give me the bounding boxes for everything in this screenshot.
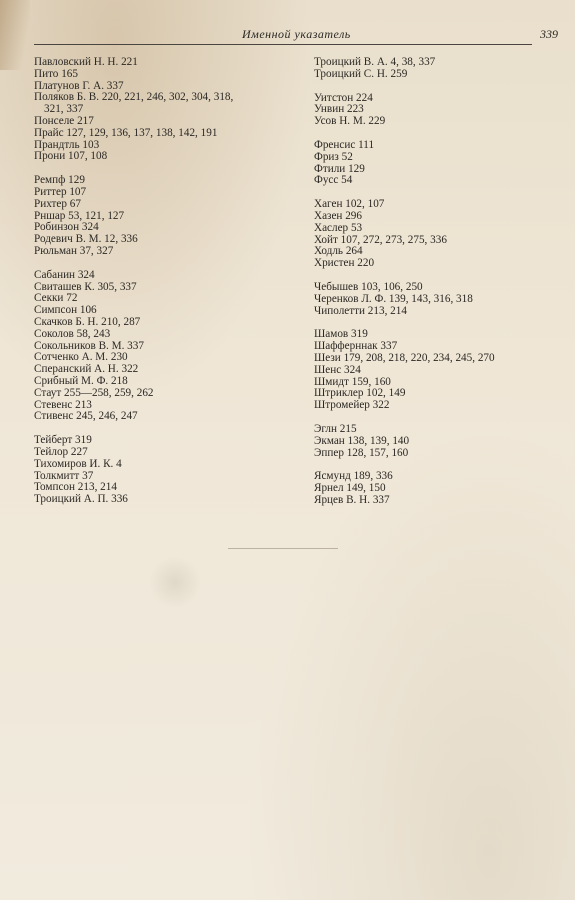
index-group — [314, 329, 564, 412]
index-entry: Эппер 128, 157, 160 — [314, 446, 409, 459]
index-entry: Чебышев 103, 106, 250 — [314, 280, 423, 293]
index-entry: Прандтль 103 — [34, 138, 100, 151]
page-smudge — [150, 555, 200, 610]
index-group — [34, 175, 294, 258]
page-corner-stain — [0, 0, 30, 70]
index-entry: Соколов 58, 243 — [34, 327, 111, 340]
index-entry: Рюльман 37, 327 — [34, 244, 114, 257]
index-group — [314, 57, 564, 81]
index-entry: Штриклер 102, 149 — [314, 387, 406, 400]
index-entry: Фтили 129 — [314, 162, 365, 175]
index-entry: Френсис 111 — [314, 138, 375, 151]
index-entry: Хойт 107, 272, 273, 275, 336 — [314, 233, 447, 246]
index-entry: Христен 220 — [314, 257, 375, 270]
index-entry: Стаут 255—258, 259, 262 — [34, 386, 154, 399]
index-entry: Ясмунд 189, 336 — [314, 470, 393, 483]
index-entry: Прони 107, 108 — [34, 150, 108, 163]
index-group — [314, 282, 564, 317]
index-entry: Секки 72 — [34, 292, 78, 305]
index-entry: Ярцев В. Н. 337 — [314, 493, 390, 506]
index-entry: Тейлор 227 — [34, 445, 88, 458]
index-entry: Срибный М. Ф. 218 — [34, 374, 128, 387]
index-entry: Хазен 296 — [314, 209, 362, 222]
index-entry: Троицкий С. Н. 259 — [314, 67, 408, 80]
index-entry: Пито 165 — [34, 67, 78, 80]
index-group — [314, 424, 564, 459]
index-entry: Эглн 215 — [314, 422, 357, 435]
index-entry: Троицкий В. А. 4, 38, 337 — [314, 56, 436, 68]
index-entry: Поляков Б. В. 220, 221, 246, 302, 304, 318, — [34, 91, 234, 104]
index-entry: Сотченко А. М. 230 — [34, 351, 128, 364]
index-entry: Стевенс 213 — [34, 398, 92, 411]
index-entry: Шафферннак 337 — [314, 340, 398, 353]
index-entry: Ремпф 129 — [34, 174, 85, 187]
index-entry: Экман 138, 139, 140 — [314, 434, 410, 447]
running-header — [34, 27, 562, 43]
header-title: Именной указатель — [242, 27, 351, 41]
index-entry: Платунов Г. А. 337 — [34, 79, 124, 92]
index-entry: Скачков Б. Н. 210, 287 — [34, 315, 141, 328]
index-entry: Черенков Л. Ф. 139, 143, 316, 318 — [314, 292, 473, 305]
index-entry: Штромейер 322 — [314, 399, 390, 412]
index-entry: Толкмитт 37 — [34, 469, 94, 482]
index-group — [314, 199, 564, 270]
index-entry: Робинзон 324 — [34, 221, 99, 234]
index-entry: Свиташев К. 305, 337 — [34, 280, 137, 293]
index-entry: Тихомиров И. К. 4 — [34, 457, 122, 470]
index-entry: Томпсон 213, 214 — [34, 481, 117, 494]
index-group — [314, 93, 564, 128]
index-entry: Сперанский А. Н. 322 — [34, 363, 139, 376]
index-entry: Тейберт 319 — [34, 434, 92, 447]
index-entry: Сабанин 324 — [34, 268, 95, 281]
index-entry: Унвин 223 — [314, 103, 364, 116]
index-column-right — [314, 57, 564, 519]
index-group — [34, 270, 294, 423]
index-entry: Прайс 127, 129, 136, 137, 138, 142, 191 — [34, 126, 218, 139]
index-entry: Хаслер 53 — [314, 221, 363, 234]
index-group — [34, 57, 294, 163]
index-entry: Чиполетти 213, 214 — [314, 304, 407, 317]
index-entry: Рншар 53, 121, 127 — [34, 209, 125, 222]
index-group — [314, 471, 564, 506]
index-entry: 321, 337 — [44, 103, 84, 116]
index-entry: Шези 179, 208, 218, 220, 234, 245, 270 — [314, 351, 495, 364]
index-entry: Сокольников В. М. 337 — [34, 339, 144, 352]
index-entry: Павловский Н. Н. 221 — [34, 56, 138, 68]
index-group — [314, 140, 564, 187]
end-divider — [228, 548, 338, 549]
index-entry: Рихтер 67 — [34, 197, 81, 210]
index-entry: Фусс 54 — [314, 174, 353, 187]
index-entry: Риттер 107 — [34, 185, 87, 198]
index-entry: Родевич В. М. 12, 336 — [34, 233, 138, 246]
index-group — [34, 435, 294, 506]
index-entry: Троицкий А. П. 336 — [34, 493, 128, 506]
index-entry: Ходль 264 — [314, 245, 363, 258]
index-entry: Понселе 217 — [34, 114, 94, 127]
index-entry: Усов Н. М. 229 — [314, 115, 386, 128]
header-rule — [34, 44, 532, 45]
index-column-left — [34, 57, 294, 518]
index-entry: Симпсон 106 — [34, 304, 97, 317]
index-entry: Уитстон 224 — [314, 91, 373, 104]
index-entry: Стивенс 245, 246, 247 — [34, 410, 138, 423]
index-entry: Шмидт 159, 160 — [314, 375, 391, 388]
index-entry: Шамов 319 — [314, 328, 368, 341]
index-entry: Фриз 52 — [314, 150, 353, 163]
index-entry: Хаген 102, 107 — [314, 198, 385, 211]
page-number: 339 — [540, 27, 558, 41]
index-entry: Шенс 324 — [314, 363, 361, 376]
index-entry: Ярнел 149, 150 — [314, 482, 386, 495]
